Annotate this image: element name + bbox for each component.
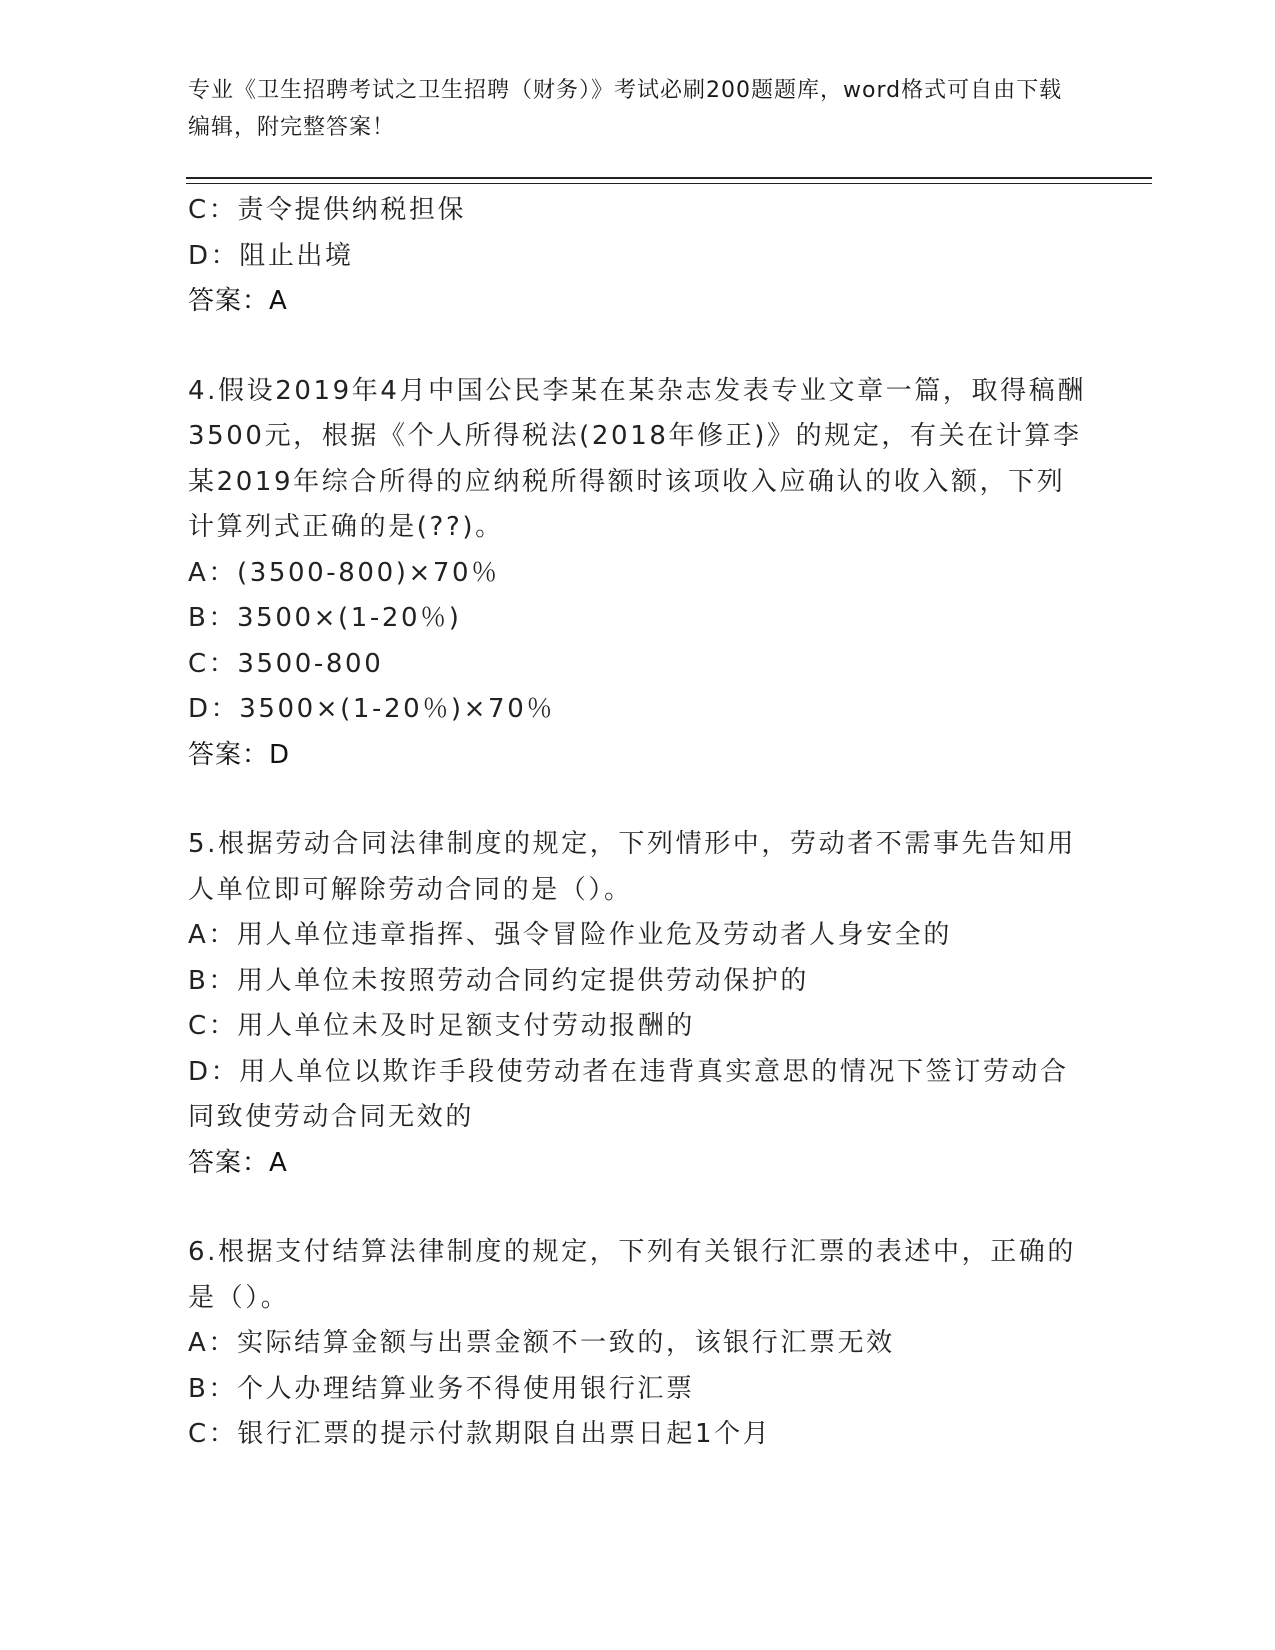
document-body <box>188 188 1088 1458</box>
option-a: A：用人单位违章指挥、强令冒险作业危及劳动者人身安全的 <box>188 920 952 950</box>
question-stem: 6.根据支付结算法律制度的规定，下列有关银行汇票的表述中，正确的是（）。 <box>188 1237 1077 1313</box>
question-block <box>188 1230 1088 1458</box>
header-divider-thin <box>186 183 1152 184</box>
question-stem: 5.根据劳动合同法律制度的规定，下列情形中，劳动者不需事先告知用人单位即可解除劳动合同的是（）。 <box>188 829 1077 905</box>
option-a: A：实际结算金额与出票金额不一致的，该银行汇票无效 <box>188 1328 895 1358</box>
option-b: B：用人单位未按照劳动合同约定提供劳动保护的 <box>188 965 810 996</box>
question-block <box>188 822 1088 1186</box>
option-b: B：3500×(1-20％) <box>188 603 462 633</box>
option-d: D：阻止出境 <box>188 240 354 271</box>
header-divider <box>186 177 1152 179</box>
option-b: B：个人办理结算业务不得使用银行汇票 <box>188 1373 695 1404</box>
option-c: C：3500-800 <box>188 648 384 679</box>
question-block <box>188 188 1088 325</box>
answer-line: 答案：D <box>188 739 291 770</box>
question-block <box>188 369 1088 779</box>
option-c: C：责令提供纳税担保 <box>188 195 467 225</box>
option-c: C：银行汇票的提示付款期限自出票日起1个月 <box>188 1419 772 1449</box>
document-header: 专业《卫生招聘考试之卫生招聘（财务）》考试必刷200题题库，word格式可自由下载编辑，附完整答案！ <box>188 78 1063 140</box>
option-d: D：用人单位以欺诈手段使劳动者在违背真实意思的情况下签订劳动合同致使劳动合同无效的 <box>188 1056 1069 1132</box>
answer-line: 答案：A <box>188 1147 288 1178</box>
option-c: C：用人单位未及时足额支付劳动报酬的 <box>188 1011 695 1041</box>
option-a: A：(3500-800)×70％ <box>188 557 500 588</box>
question-stem: 4.假设2019年4月中国公民李某在某杂志发表专业文章一篇，取得稿酬3500元，根据《个人所得税法(2018年修正)》的规定，有关在计算李某2019年综合所得的应纳税所得额时该项收入应确认的收入额，下列计算列式正确的是(??)。 <box>188 375 1086 542</box>
option-d: D：3500×(1-20％)×70％ <box>188 694 555 724</box>
answer-line: 答案：A <box>188 286 288 316</box>
